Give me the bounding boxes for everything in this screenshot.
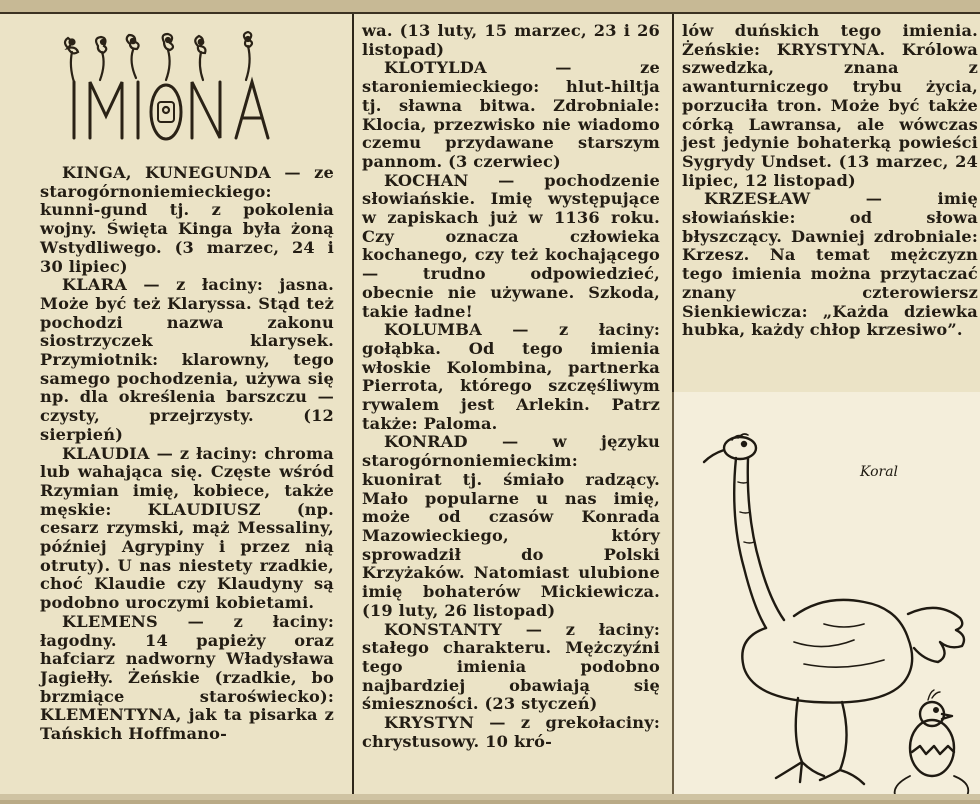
bottom-edge (0, 794, 980, 800)
entry-klaudia: KLAUDIA — z łaciny: chroma lub wahająca się. Częste wśród Rzymian imię, kobiece, także męskie: KLAUDIUSZ (np. cesarz rzymski, mąż Messaliny, później Agrypiny i przez nią otruty). U nas niestety rzadkie, choć Klaudie czy Klaudyny są podobno uroczymi kobietami. (40, 443, 334, 613)
entry-klemens: KLEMENS — z łaciny: łagodny. 14 papieży oraz hafciarz nadworny Władysława Jagiełły. Żeńskie (rzadkie, bo brzmiące staroświecko): KLEMENTYNA, jak ta pisarka z Tańskich Hoffmano- (40, 611, 334, 744)
entry-klotylda: KLOTYLDA — ze staroniemieckiego: hlut-hiltja tj. sławna bitwa. Zdrobniale: Klocia, przezwisko nie wiadomo czemu przydawane starszym pannom. (3 czerwiec) (362, 58, 660, 171)
entry-klara: KLARA — z łaciny: jasna. Może być też Klaryssa. Stąd też pochodzi nazwa zakonu siostrzyczek klarysek. Przymiotnik: klarowny, tego samego pochodzenia, używa się np. dla określenia barszczu — czysty, przejrzysty. (12 sierpień) (40, 275, 334, 444)
column-1 (40, 164, 334, 744)
column-divider-2 (672, 14, 674, 392)
column-2 (362, 22, 660, 751)
entry-kochan: KOCHAN — pochodzenie słowiańskie. Imię występujące w zapiskach już w 1136 roku. Czy oznacza człowieka kochanego, czy też kochającego — trudno odpowiedzieć, obecnie nie używane. Szkoda, takie ładne! (362, 170, 660, 321)
entry-klemens-cont: wa. (13 luty, 15 marzec, 23 i 26 listopad) (362, 21, 660, 59)
top-band (0, 0, 980, 12)
entry-krystyn: KRYSTYN — z grekołaciny: chrystusowy. 10 kró- (362, 713, 660, 751)
entry-kinga: KINGA, KUNEGUNDA — ze starogórnoniemieckiego: kunni-gund tj. z pokolenia wojny. Święta Kinga była żoną Wstydliwego. (3 marzec, 24 i 30 lipiec) (40, 163, 334, 276)
column-divider-1 (352, 14, 354, 800)
title-illustration (40, 30, 290, 150)
ostrich-drawing (674, 392, 980, 800)
column-3 (682, 22, 978, 340)
entry-krzeslaw: KRZESŁAW — imię słowiańskie: od słowa błyszczący. Dawniej zdrobniale: Krzesz. Na temat mężczyzn tego imienia można przytaczać znany czterowiersz Sienkiewicza: „Każda dziewka hubka, każdy chłop krzesiwo”. (682, 189, 978, 340)
entry-krystyn-cont: lów duńskich tego imienia. Żeńskie: KRYSTYNA. Królowa szwedzka, znana z awanturniczego trybu życia, porzuciła tron. Może być także córką Lawransa, ale wówczas jest jedynie bohaterką powieści Sygrydy Undset. (13 marzec, 24 lipiec, 12 listopad) (682, 21, 978, 190)
imiona-title-art (40, 30, 290, 150)
ostrich-cartoon (672, 392, 980, 800)
top-rule (0, 12, 980, 14)
artist-signature: Koral (860, 464, 899, 480)
entry-konstanty: KONSTANTY — z łaciny: stałego charakteru. Mężczyźni tego imienia podobno najbardziej obawiają się śmieszności. (23 styczeń) (362, 619, 660, 714)
entry-kolumba: KOLUMBA — z łaciny: gołąbka. Od tego imienia włoskie Kolombina, partnerka Pierrota, którego szczęśliwym rywalem jest Arlekin. Patrz także: Paloma. (362, 320, 660, 433)
entry-konrad: KONRAD — w języku starogórnoniemieckim: kuonirat tj. śmiało radzący. Mało popularne u nas imię, może od czasów Konrada Mazowieckiego, który sprowadził do Polski Krzyżaków. Natomiast ulubione imię bohaterów Mickiewicza. (19 luty, 26 listopad) (362, 432, 660, 620)
